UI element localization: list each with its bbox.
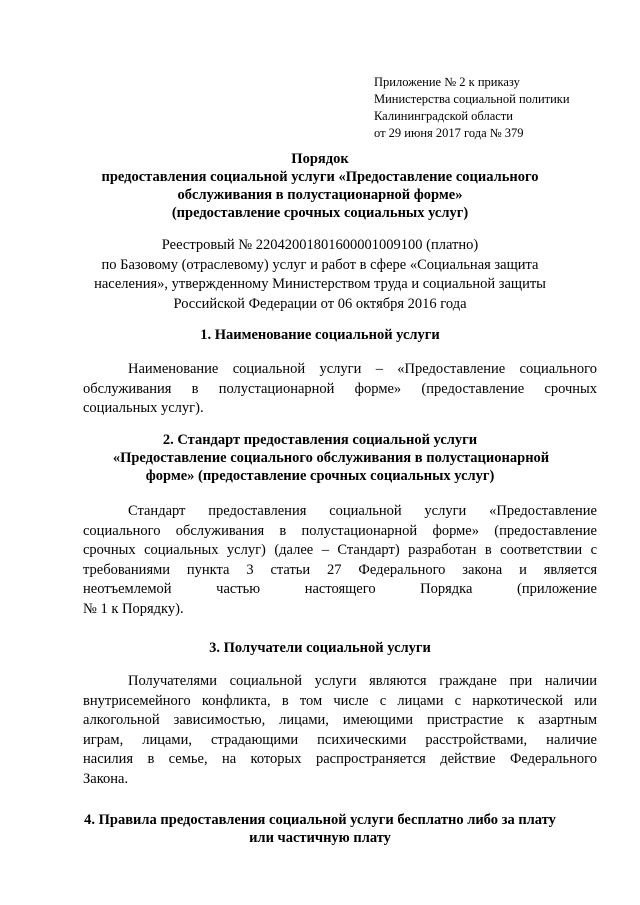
- annex-block: [374, 74, 624, 142]
- registry-line: населения», утвержденному Министерством труда и социальной защиты: [94, 276, 546, 292]
- registry-line: Российской Федерации от 06 октября 2016 года: [173, 295, 467, 312]
- paragraph-line: неотъемлемой частью настоящего Порядка (приложение: [83, 581, 597, 597]
- title-line: Порядок: [291, 151, 349, 167]
- section-3-heading: 3. Получатели социальной услуги: [209, 640, 431, 656]
- title-line: предоставления социальной услуги «Предоставление социального: [101, 169, 539, 185]
- annex-line: Министерства социальной политики: [374, 92, 570, 106]
- annex-line: Калининградской области: [374, 109, 513, 123]
- paragraph-line: алкогольной зависимостью, лицами, имеющими пристрастие к азартным: [83, 712, 597, 728]
- registry-line: по Базовому (отраслевому) услуг и работ в сфере «Социальная защита: [101, 256, 539, 273]
- paragraph-line: Наименование социальной услуги – «Предоставление социального: [128, 361, 597, 377]
- section-1-heading: 1. Наименование социальной услуги: [200, 327, 440, 343]
- paragraph-line: Стандарт предоставления социальной услуги «Предоставление: [128, 503, 597, 519]
- section-2-heading: 2. Стандарт предоставления социальной услуги «Предоставление социального обслуживания в полустационарной форме» (предоставление срочных социальных услуг): [112, 432, 550, 484]
- registry-line: Реестровый № 22042001801600001009100 (платно): [161, 237, 479, 253]
- title-line: обслуживания в полустационарной форме»: [177, 187, 463, 203]
- registry-block: [60, 236, 580, 314]
- paragraph-line: социальных услуг).: [83, 400, 204, 416]
- document-title: [60, 150, 580, 222]
- paragraph-line: № 1 к Порядку).: [83, 600, 184, 617]
- paragraph-line: обслуживания в полустационарной форме» (предоставление срочных: [83, 380, 597, 397]
- paragraph-line: срочных социальных услуг) (далее – Стандарт) разработан в соответствии с: [83, 542, 597, 558]
- section-2-text: [85, 502, 597, 619]
- annex-line: Приложение № 2 к приказу: [374, 75, 520, 89]
- title-line: (предоставление срочных социальных услуг): [171, 205, 469, 221]
- paragraph-line: играм, лицами, страдающими психическими расстройствами, наличие: [83, 731, 597, 748]
- annex-line: от 29 июня 2017 года № 379: [374, 126, 524, 140]
- section-1-text: [85, 360, 597, 419]
- section-4-heading: 4. Правила предоставления социальной услуги бесплатно либо за плату или частичную плату: [84, 812, 556, 846]
- paragraph-line: Закона.: [83, 770, 129, 787]
- paragraph-line: социального обслуживания в полустационарной форме» (предоставление: [83, 522, 597, 539]
- paragraph-line: внутрисемейного конфликта, в том числе с лицами с наркотической или: [83, 692, 597, 709]
- paragraph-line: требованиями пункта 3 статьи 27 Федерального закона и является: [83, 561, 597, 578]
- section-3-text: [85, 672, 597, 789]
- paragraph-line: насилия в семье, на которых распространяется действие Федерального: [83, 751, 597, 767]
- paragraph-line: Получателями социальной услуги являются граждане при наличии: [128, 673, 597, 689]
